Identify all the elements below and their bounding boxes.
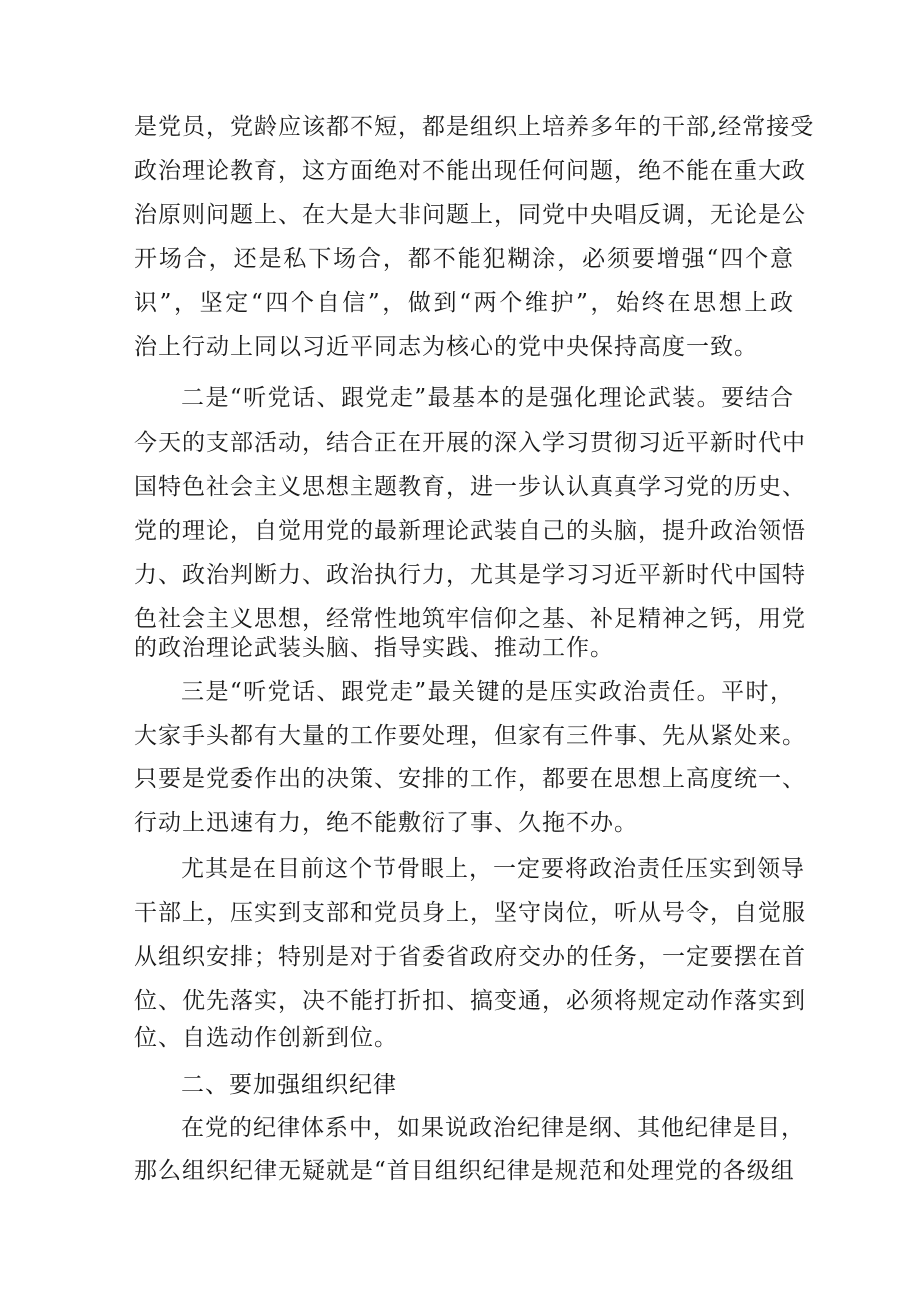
text-line: 位、自选动作创新到位。 xyxy=(134,1025,398,1051)
paragraph-first-line: 在党的纪律体系中，如果说政治纪律是纲、其他纪律是目， xyxy=(181,1115,805,1141)
text-line: 识”，坚定“四个自信”，做到“两个维护”，始终在思想上政 xyxy=(134,290,794,316)
paragraph-first-line: 尤其是在目前这个节骨眼上，一定要将政治责任压实到领导 xyxy=(181,856,805,882)
paragraph-first-line: 三是“听党话、跟党走”最关键的是压实政治责任。平时， xyxy=(181,679,794,705)
text-line: 力、政治判断力、政治执行力，尤其是学习习近平新时代中国特 xyxy=(134,562,806,588)
text-line: 干部上，压实到支部和党员身上，坚守岗位，听从号令，自觉服 xyxy=(134,900,806,926)
text-line: 位、优先落实，决不能打折扣、搞变通，必须将规定动作落实到 xyxy=(134,988,806,1014)
text-line: 只要是党委作出的决策、安排的工作，都要在思想上高度统一、 xyxy=(134,766,806,792)
text-line: 政治理论教育，这方面绝对不能出现任何问题，绝不能在重大政 xyxy=(134,158,806,184)
text-line: 是党员，党龄应该都不短，都是组织上培养多年的干部,经常接受 xyxy=(134,114,815,140)
text-line: 治原则问题上、在大是大非问题上，同党中央唱反调，无论是公 xyxy=(134,202,806,228)
text-line: 国特色社会主义思想主题教育，进一步认认真真学习党的历史、 xyxy=(134,474,806,500)
text-line: 治上行动上同以习近平同志为核心的党中央保持高度一致。 xyxy=(134,334,758,360)
text-line: 的政治理论武装头脑、指导实践、推动工作。 xyxy=(134,635,614,661)
text-line: 开场合，还是私下场合，都不能犯糊涂，必须要增强“四个意 xyxy=(134,246,794,272)
text-line: 党的理论，自觉用党的最新理论武装自己的头脑，提升政治领悟 xyxy=(134,518,806,544)
text-line: 行动上迅速有力，绝不能敷衍了事、久拖不办。 xyxy=(134,810,638,836)
paragraph-first-line: 二是“听党话、跟党走”最基本的是强化理论武装。要结合 xyxy=(181,385,794,411)
section-heading: 二、要加强组织纪律 xyxy=(181,1072,397,1098)
text-line: 从组织安排；特别是对于省委省政府交办的任务，一定要摆在首 xyxy=(134,944,806,970)
text-line: 今天的支部活动，结合正在开展的深入学习贯彻习近平新时代中 xyxy=(134,430,806,456)
text-line: 大家手头都有大量的工作要处理，但家有三件事、先从紧处来。 xyxy=(134,723,806,749)
text-line: 色社会主义思想，经常性地筑牢信仰之基、补足精神之钙，用党 xyxy=(134,606,806,632)
text-line: 那么组织纪律无疑就是“首目组织纪律是规范和处理党的各级组 xyxy=(134,1158,795,1184)
